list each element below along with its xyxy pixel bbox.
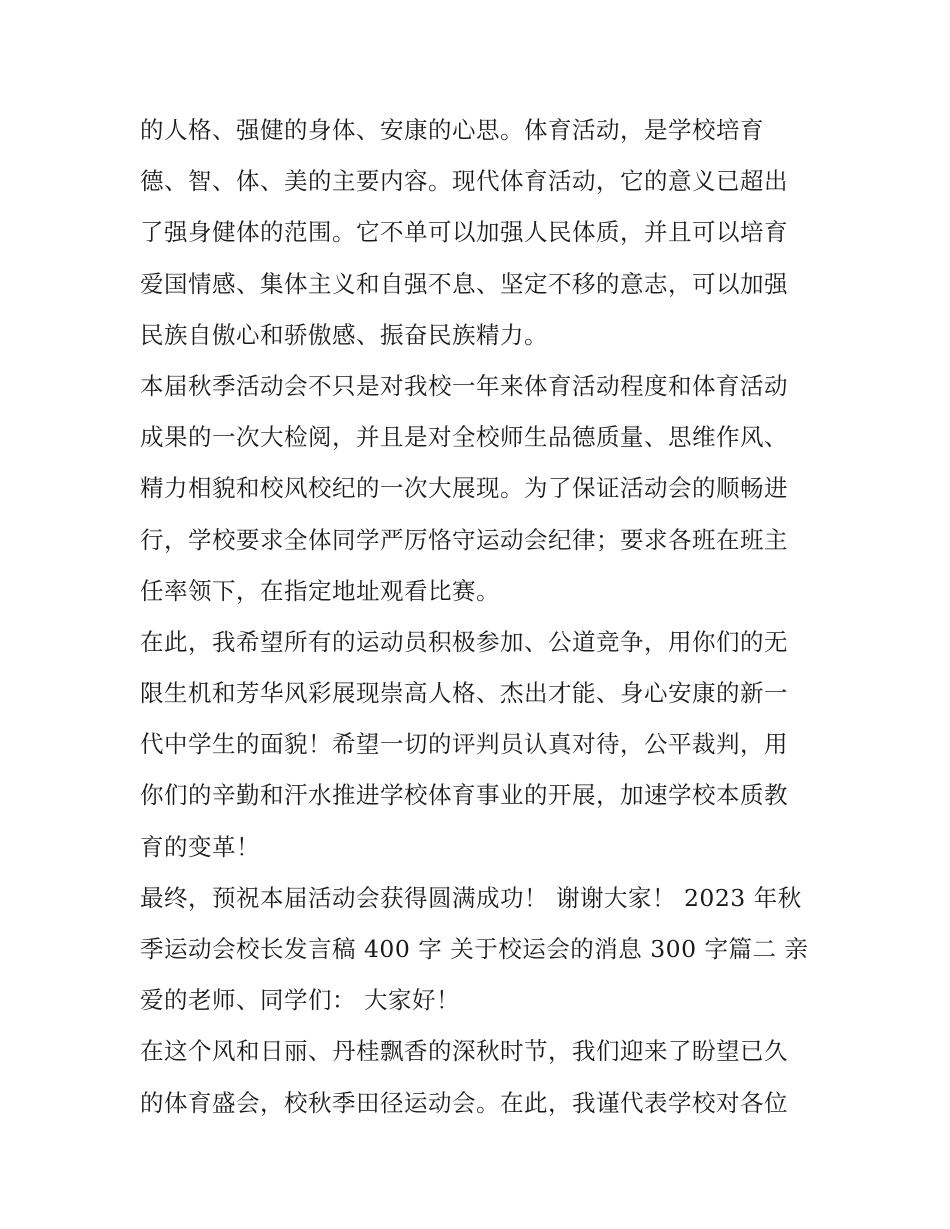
text-line: 你们的辛勤和汗水推进学校体育事业的开展，加速学校本质教 bbox=[140, 781, 788, 810]
document-page bbox=[140, 105, 820, 1129]
text-line: 代中学生的面貌！希望一切的评判员认真对待，公平裁判，用 bbox=[140, 730, 788, 759]
text-line: 精力相貌和校风校纪的一次大展现。为了保证活动会的顺畅进 bbox=[140, 474, 788, 503]
text-line: 最终，预祝本届活动会获得圆满成功！ 谢谢大家！ 2023 年秋 bbox=[140, 883, 802, 912]
text-line: 爱国情感、集体主义和自强不息、坚定不移的意志，可以加强 bbox=[140, 269, 788, 298]
text-line: 在这个风和日丽、丹桂飘香的深秋时节，我们迎来了盼望已久 bbox=[140, 1037, 788, 1066]
text-line: 任率领下，在指定地址观看比赛。 bbox=[140, 576, 500, 605]
text-line: 德、智、体、美的主要内容。现代体育活动，它的意义已超出 bbox=[140, 167, 788, 196]
text-line: 行，学校要求全体同学严厉恪守运动会纪律；要求各班在班主 bbox=[140, 525, 788, 554]
text-line: 了强身健体的范围。它不单可以加强人民体质，并且可以培育 bbox=[140, 218, 788, 247]
text-line: 季运动会校长发言稿 400 字 关于校运会的消息 300 字篇二 亲 bbox=[140, 935, 809, 963]
text-line: 育的变革！ bbox=[140, 832, 260, 861]
text-line: 的体育盛会，校秋季田径运动会。在此，我谨代表学校对各位 bbox=[140, 1088, 788, 1117]
text-line: 在此，我希望所有的运动员积极参加、公道竞争，用你们的无 bbox=[140, 627, 788, 656]
text-line: 的人格、强健的身体、安康的心思。体育活动，是学校培育 bbox=[140, 116, 764, 144]
text-line: 限生机和芳华风彩展现崇高人格、杰出才能、身心安康的新一 bbox=[140, 679, 788, 708]
text-line: 本届秋季活动会不只是对我校一年来体育活动程度和体育活动 bbox=[140, 371, 788, 400]
text-line: 成果的一次大检阅，并且是对全校师生品德质量、思维作风、 bbox=[140, 423, 788, 452]
text-line: 爱的老师、同学们： 大家好！ bbox=[140, 986, 460, 1015]
text-line: 民族自傲心和骄傲感、振奋民族精力。 bbox=[140, 320, 548, 349]
